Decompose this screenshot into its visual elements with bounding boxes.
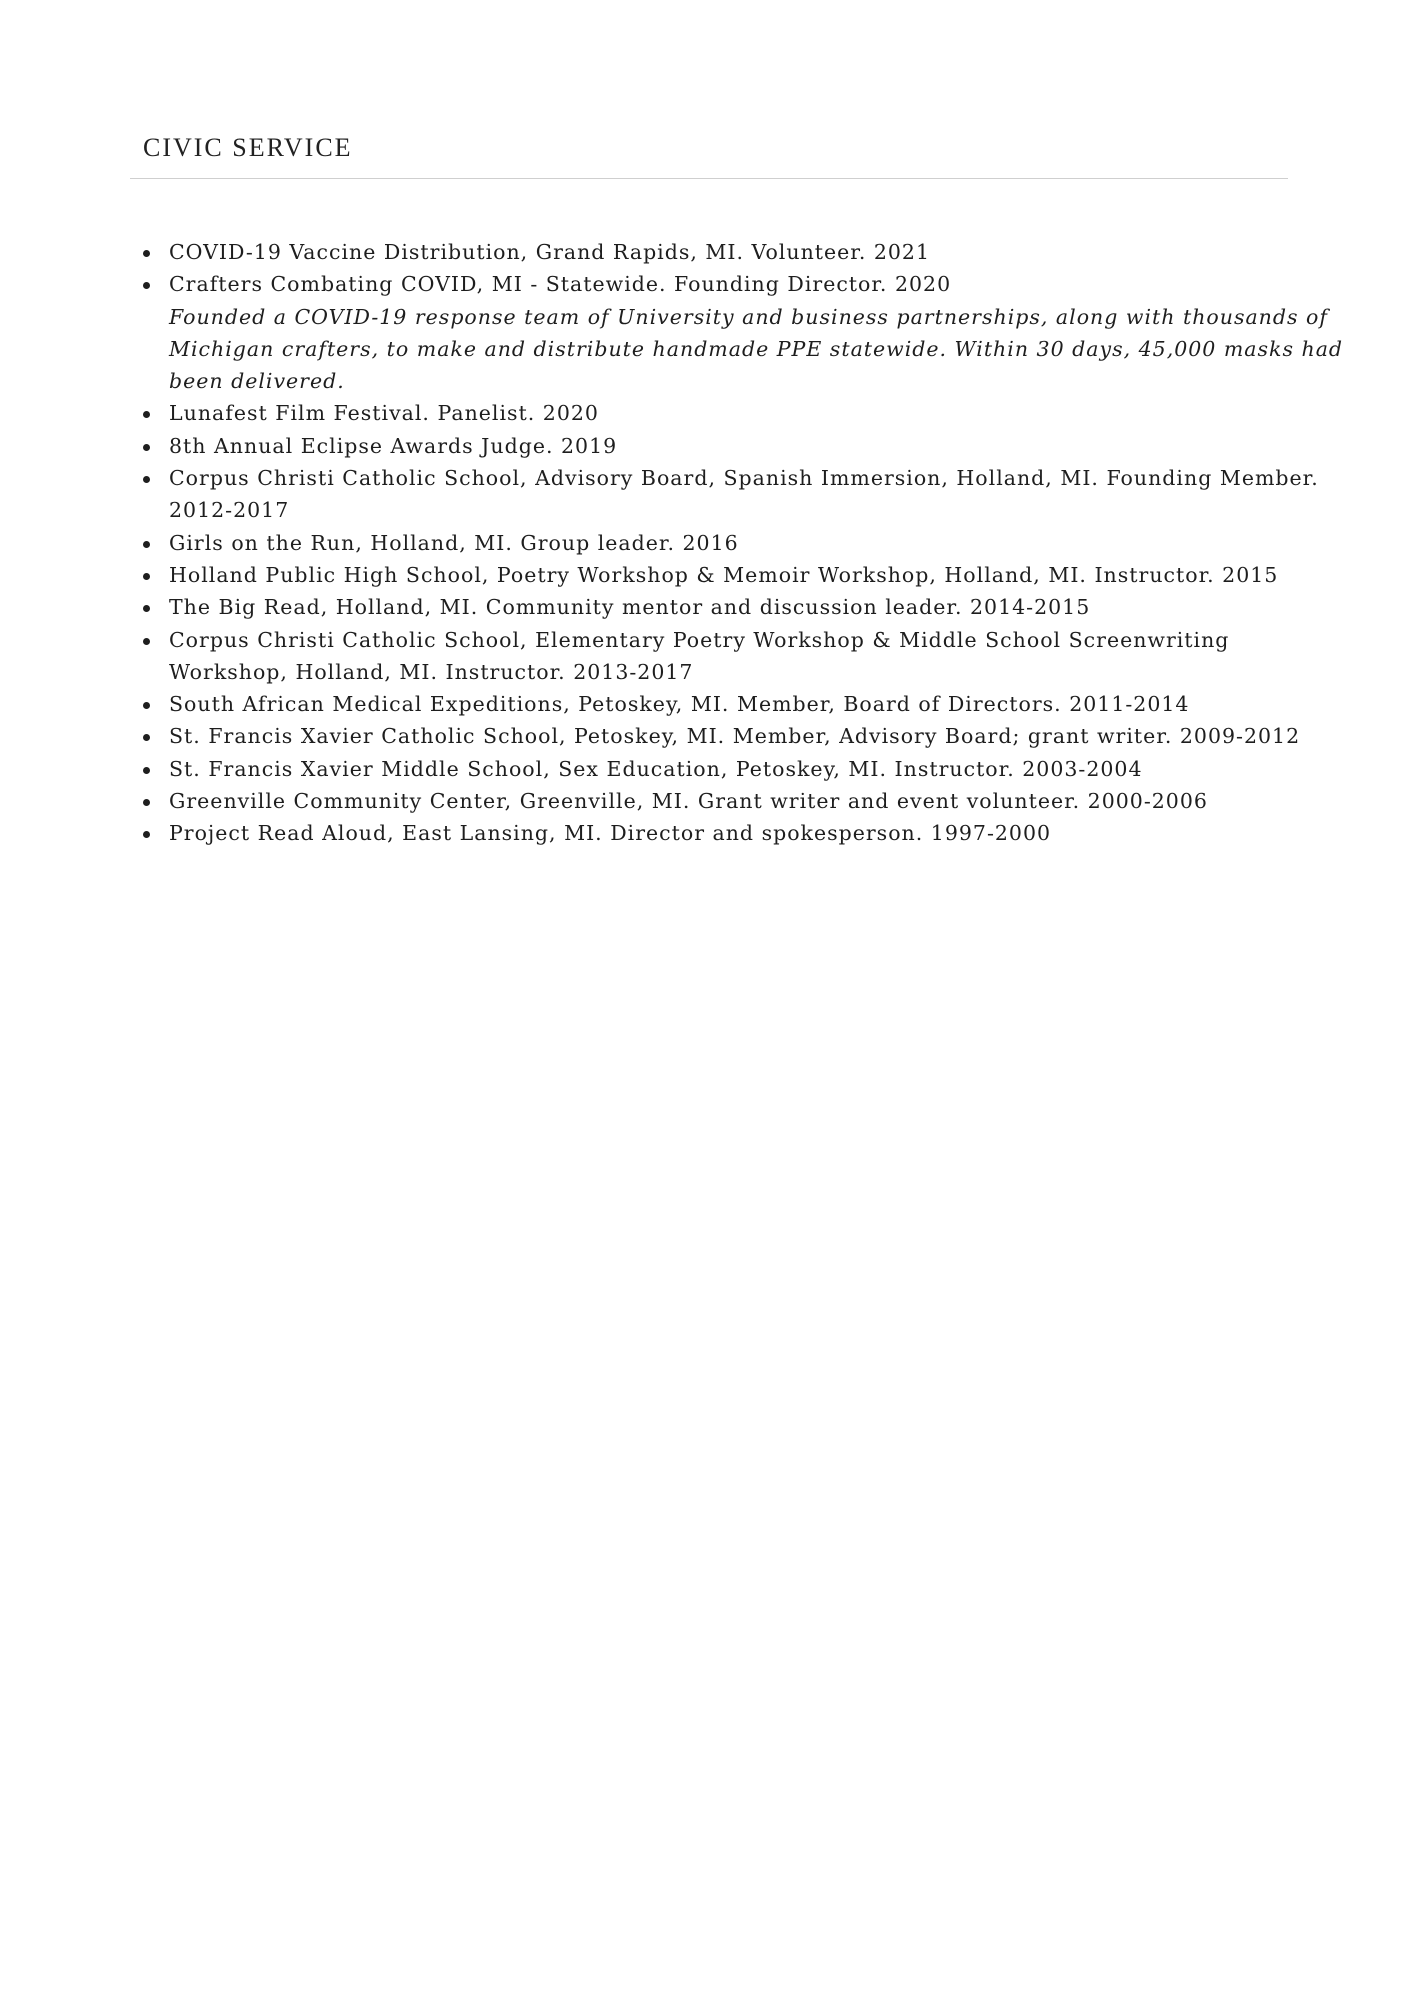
list-item-text: Workshop, Holland, MI. Instructor. 2013-2017: [169, 659, 694, 684]
list-item-description: Michigan crafters, to make and distribute handmade PPE statewide. Within 30 days, 45,000 masks had: [169, 336, 1344, 361]
bullet-icon: [143, 638, 150, 645]
bullet-icon: [143, 605, 150, 612]
list-item-text: 2012-2017: [169, 498, 290, 523]
list-item-text: Corpus Christi Catholic School, Elementary Poetry Workshop & Middle School Screenwriting: [169, 627, 1230, 652]
civic-service-list: [130, 236, 1409, 850]
list-item: [169, 559, 1409, 591]
list-item: [169, 527, 1409, 559]
list-item: [169, 753, 1409, 785]
section-divider: [130, 178, 1288, 179]
list-item: [169, 785, 1409, 817]
bullet-icon: [143, 831, 150, 838]
bullet-icon: [143, 411, 150, 418]
list-item: [169, 397, 1409, 429]
list-item-text: St. Francis Xavier Catholic School, Petoskey, MI. Member, Advisory Board; grant writer. 2009-2012: [169, 724, 1301, 749]
list-item-text: South African Medical Expeditions, Petoskey, MI. Member, Board of Directors. 2011-2014: [169, 692, 1190, 717]
list-item-text: Greenville Community Center, Greenville, MI. Grant writer and event volunteer. 2000-2006: [169, 789, 1208, 814]
list-item: [169, 268, 1409, 397]
bullet-icon: [143, 282, 150, 289]
civic-service-section: [130, 128, 1344, 850]
list-item: [169, 624, 1409, 689]
list-item-description: been delivered.: [169, 369, 345, 394]
list-item-text: Girls on the Run, Holland, MI. Group leader. 2016: [169, 530, 739, 555]
list-item-text: 8th Annual Eclipse Awards Judge. 2019: [169, 433, 618, 458]
list-item-text: The Big Read, Holland, MI. Community mentor and discussion leader. 2014-2015: [169, 595, 1091, 620]
list-item-text: Holland Public High School, Poetry Workshop & Memoir Workshop, Holland, MI. Instructor. 2015: [169, 562, 1279, 587]
list-item-text: Project Read Aloud, East Lansing, MI. Director and spokesperson. 1997-2000: [169, 821, 1052, 846]
list-item-text: Corpus Christi Catholic School, Advisory Board, Spanish Immersion, Holland, MI. Founding Member.: [169, 466, 1319, 491]
list-item: [169, 688, 1409, 720]
list-item: [169, 720, 1409, 752]
section-title: CIVIC SERVICE: [143, 133, 353, 162]
bullet-icon: [143, 799, 150, 806]
bullet-icon: [143, 734, 150, 741]
list-item: [169, 591, 1409, 623]
list-item-description: Founded a COVID-19 response team of University and business partnerships, along with thousands of: [169, 304, 1328, 329]
list-item-text: COVID-19 Vaccine Distribution, Grand Rapids, MI. Volunteer. 2021: [169, 240, 931, 264]
list-item: [169, 817, 1409, 849]
bullet-icon: [143, 541, 150, 548]
list-item-text: Crafters Combating COVID, MI - Statewide. Founding Director. 2020: [169, 272, 952, 297]
list-item: [169, 236, 1409, 268]
bullet-icon: [143, 250, 150, 257]
bullet-icon: [143, 767, 150, 774]
list-item: [169, 462, 1409, 527]
list-item-text: Lunafest Film Festival. Panelist. 2020: [169, 401, 599, 426]
list-item: [169, 430, 1409, 462]
bullet-icon: [143, 702, 150, 709]
bullet-icon: [143, 573, 150, 580]
list-item-text: St. Francis Xavier Middle School, Sex Education, Petoskey, MI. Instructor. 2003-2004: [169, 756, 1143, 781]
bullet-icon: [143, 476, 150, 483]
bullet-icon: [143, 444, 150, 451]
